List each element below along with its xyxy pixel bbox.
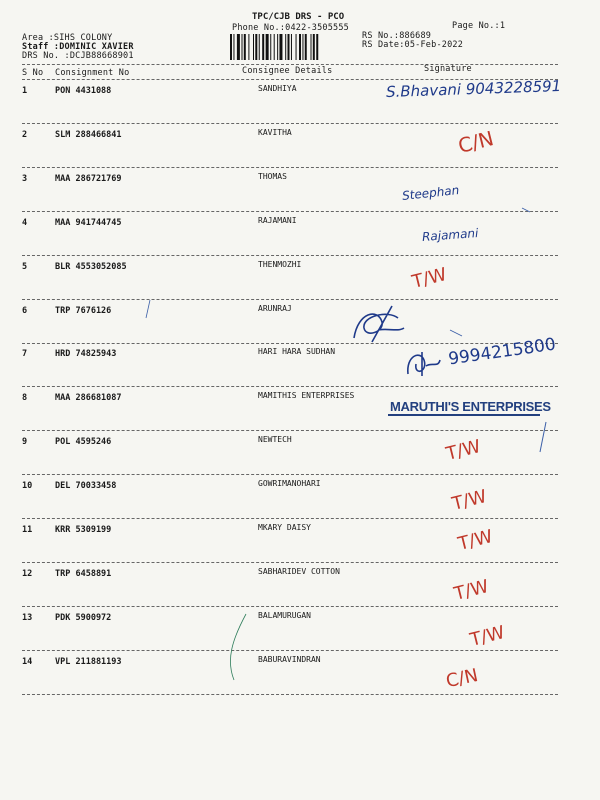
barcode-bar	[311, 34, 312, 60]
barcode-bar	[299, 34, 301, 60]
barcode-bar	[270, 34, 271, 60]
barcode-bar	[262, 34, 264, 60]
signature-13: T/W	[467, 622, 507, 651]
row-consignment-number: MAA 286681087	[55, 393, 122, 403]
row-consignment-number: VPL 211881193	[55, 657, 122, 667]
row-serial-number: 2	[22, 130, 28, 140]
row-separator	[22, 167, 558, 168]
barcode	[229, 34, 353, 60]
row-consignee-name: BABURAVINDRAN	[258, 655, 321, 664]
row-serial-number: 1	[22, 86, 28, 96]
row-separator	[22, 562, 558, 563]
row-serial-number: 9	[22, 437, 28, 447]
sheet-title: TPC/CJB DRS - PCO	[252, 12, 345, 22]
barcode-bar	[302, 34, 303, 60]
signature-3: Steephan	[401, 183, 460, 203]
row-serial-number: 5	[22, 262, 28, 272]
barcode-bar	[291, 34, 292, 60]
barcode-bar	[296, 34, 297, 60]
row-serial-number: 12	[22, 569, 33, 579]
row-serial-number: 4	[22, 218, 28, 228]
row-separator	[22, 123, 558, 124]
row-consignee-name: HARI HARA SUDHAN	[258, 347, 336, 356]
col-consignee: Consignee Details	[242, 66, 333, 76]
barcode-bar	[279, 34, 282, 60]
stamp-underline	[388, 414, 540, 416]
company-stamp: MARUTHI'S ENTERPRISES	[390, 399, 551, 414]
barcode-bar	[253, 34, 254, 60]
signature-6	[348, 302, 408, 346]
barcode-bar	[316, 34, 318, 60]
barcode-bar	[259, 34, 260, 60]
barcode-bar	[305, 34, 307, 60]
signature-9: T/W	[443, 436, 483, 465]
signature-1: S.Bhavani 9043228591	[385, 76, 562, 102]
signature-11: T/W	[455, 526, 495, 555]
row-consignment-number: BLR 4553052085	[55, 262, 127, 272]
signature-10: T/W	[449, 486, 489, 515]
barcode-bar	[274, 34, 275, 60]
barcode-bar	[244, 34, 246, 60]
barcode-bar	[233, 34, 234, 60]
row-serial-number: 3	[22, 174, 28, 184]
row-consignee-name: THENMOZHI	[258, 260, 302, 269]
signature-7-scribble	[404, 346, 442, 380]
staff-field: Staff :DOMINIC XAVIER	[22, 42, 134, 52]
barcode-bar	[255, 34, 257, 60]
row-consignment-number: MAA 941744745	[55, 218, 122, 228]
row-consignment-number: SLM 288466841	[55, 130, 122, 140]
row-separator	[22, 255, 558, 256]
signature-14: C/N	[444, 664, 480, 693]
col-signature: Signature	[424, 64, 472, 74]
row-separator	[22, 606, 558, 607]
row-consignment-number: HRD 74825943	[55, 349, 117, 359]
header-rule-top	[22, 64, 558, 65]
barcode-bar	[277, 34, 278, 60]
barcode-bar	[288, 34, 290, 60]
row-serial-number: 7	[22, 349, 28, 359]
row-separator	[22, 386, 558, 387]
row-serial-number: 8	[22, 393, 28, 403]
row-separator	[22, 694, 558, 695]
row-consignee-name: SABHARIDEV COTTON	[258, 567, 340, 576]
barcode-bar	[266, 34, 269, 60]
signature-4: Rajamani	[421, 226, 479, 244]
phone-number: Phone No.:0422-3505555	[232, 23, 349, 33]
row-serial-number: 14	[22, 657, 33, 667]
rs-date: RS Date:05-Feb-2022	[362, 40, 464, 50]
row-serial-number: 11	[22, 525, 33, 535]
row-serial-number: 10	[22, 481, 33, 491]
row-consignment-number: TRP 7676126	[55, 306, 112, 316]
row-consignment-number: PDK 5900972	[55, 613, 112, 623]
row-separator	[22, 474, 558, 475]
row-serial-number: 13	[22, 613, 33, 623]
row-consignee-name: RAJAMANI	[258, 216, 297, 225]
rs-number: RS No.:886689	[362, 31, 432, 41]
barcode-bar	[242, 34, 243, 60]
row-consignee-name: MAMITHIS ENTERPRISES	[258, 391, 355, 400]
row-consignment-number: KRR 5309199	[55, 525, 112, 535]
barcode-bar	[285, 34, 286, 60]
row-consignee-name: SANDHIYA	[258, 84, 297, 93]
row-separator	[22, 343, 558, 344]
row-consignee-name: NEWTECH	[258, 435, 292, 444]
signature-12: T/W	[451, 576, 491, 605]
row-consignee-name: THOMAS	[258, 172, 287, 181]
row-separator	[22, 518, 558, 519]
row-consignee-name: MKARY DAISY	[258, 523, 311, 532]
row-consignee-name: GOWRIMANOHARI	[258, 479, 321, 488]
row-serial-number: 6	[22, 306, 28, 316]
barcode-bar	[313, 34, 315, 60]
drs-number: DRS No. :DCJB88668901	[22, 51, 134, 61]
barcode-bar	[248, 34, 249, 60]
col-consignment: Consignment No	[55, 68, 130, 78]
row-consignment-number: TRP 6458891	[55, 569, 112, 579]
barcode-bar	[237, 34, 240, 60]
row-consignment-number: PON 4431088	[55, 86, 112, 96]
signature-7-phone: 9994215800	[447, 334, 558, 370]
row-consignment-number: MAA 286721769	[55, 174, 122, 184]
row-consignee-name: KAVITHA	[258, 128, 292, 137]
signature-2: C/N	[455, 126, 497, 158]
area-field: Area :SIHS COLONY	[22, 33, 113, 43]
row-separator	[22, 650, 558, 651]
row-consignee-name: ARUNRAJ	[258, 304, 292, 313]
row-consignment-number: POL 4595246	[55, 437, 112, 447]
col-sno: S No	[22, 68, 44, 78]
row-separator	[22, 430, 558, 431]
page-number: Page No.:1	[452, 21, 506, 31]
barcode-bar	[230, 34, 232, 60]
row-separator	[22, 299, 558, 300]
row-consignee-name: BALAMURUGAN	[258, 611, 311, 620]
row-separator	[22, 211, 558, 212]
row-consignment-number: DEL 70033458	[55, 481, 117, 491]
signature-5: T/W	[409, 264, 449, 293]
